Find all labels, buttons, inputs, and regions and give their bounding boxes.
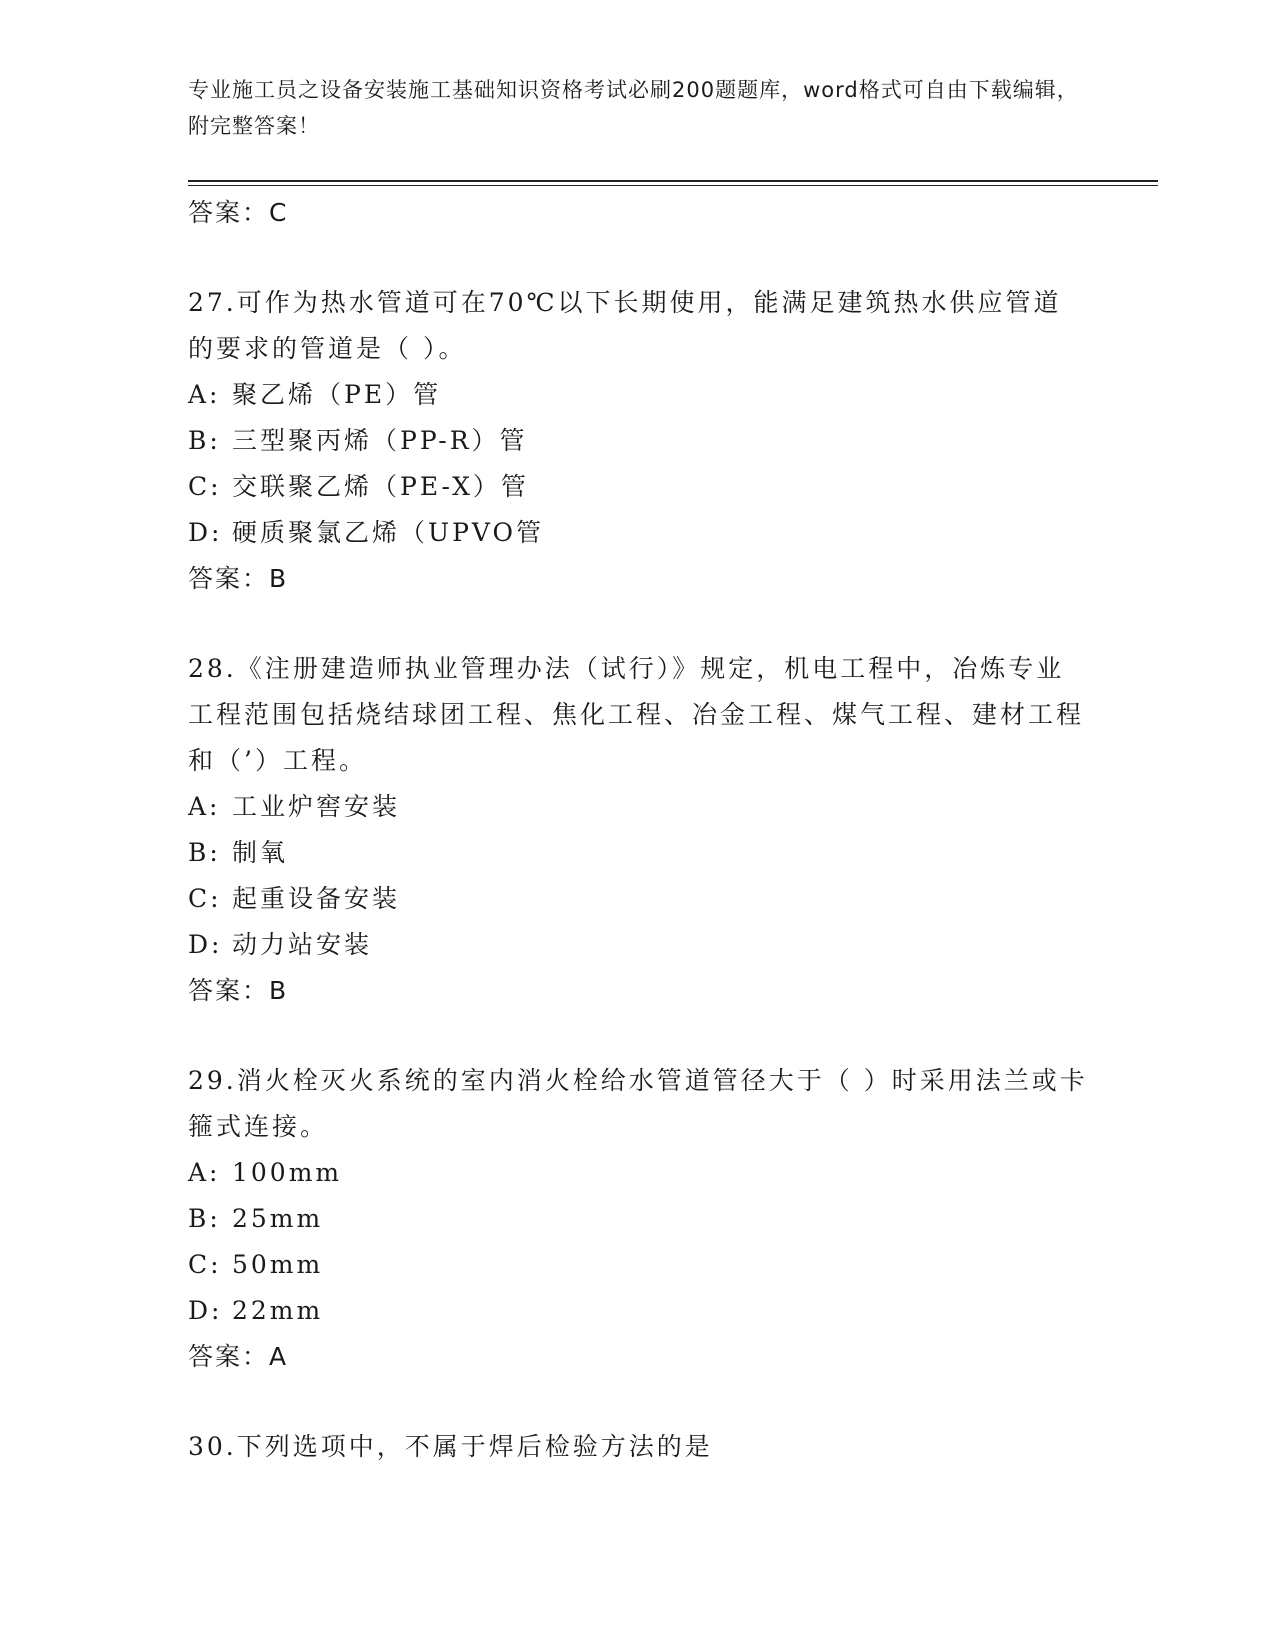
option-b (188, 418, 1088, 464)
option-b (188, 1196, 1088, 1242)
option-text: 50mm (232, 1250, 324, 1279)
option-label: D: (188, 1296, 223, 1325)
option-a (188, 372, 1088, 418)
question-stem: 30.下列选项中，不属于焊后检验方法的是 (188, 1432, 713, 1461)
option-label: D: (188, 518, 223, 547)
option-c (188, 876, 1088, 922)
question-block (188, 1058, 1088, 1380)
option-label: C: (188, 884, 222, 913)
option-label: B: (188, 426, 221, 455)
answer-line: 答案：B (188, 564, 289, 593)
answer-line: 答案：B (188, 976, 289, 1005)
header-rule-thick (188, 180, 1158, 182)
option-c (188, 1242, 1088, 1288)
question-stem: 27.可作为热水管道可在70℃以下长期使用，能满足建筑热水供应管道的要求的管道是（ ）。 (188, 288, 1062, 363)
option-label: A: (188, 792, 221, 821)
question-block (188, 646, 1088, 1014)
option-d (188, 510, 1088, 556)
option-text: 制氧 (232, 838, 289, 867)
document-body (188, 190, 1088, 1470)
option-text: 100mm (232, 1158, 343, 1187)
option-a (188, 784, 1088, 830)
question-block (188, 280, 1088, 602)
option-c (188, 464, 1088, 510)
option-d (188, 922, 1088, 968)
question-stem: 29.消火栓灭火系统的室内消火栓给水管道管径大于（ ）时采用法兰或卡箍式连接。 (188, 1066, 1088, 1141)
answer-line: 答案：A (188, 1342, 289, 1371)
option-a (188, 1150, 1088, 1196)
option-d (188, 1288, 1088, 1334)
option-label: C: (188, 472, 222, 501)
option-text: 工业炉窖安装 (232, 792, 401, 821)
option-b (188, 830, 1088, 876)
option-label: B: (188, 838, 221, 867)
option-text: 起重设备安装 (232, 884, 401, 913)
question-block (188, 1424, 1088, 1470)
option-text: 聚乙烯（PE）管 (232, 380, 442, 409)
option-label: D: (188, 930, 223, 959)
option-label: A: (188, 380, 221, 409)
question-stem: 28.《注册建造师执业管理办法（试行）》规定，机电工程中，冶炼专业工程范围包括烧结球团工程、焦化工程、冶金工程、煤气工程、建材工程和（’）工程。 (188, 654, 1085, 775)
option-text: 三型聚丙烯（PP-R）管 (232, 426, 528, 455)
document-header: 专业施工员之设备安装施工基础知识资格考试必刷200题题库，word格式可自由下载编辑，附完整答案！ (188, 78, 1079, 138)
option-text: 22mm (232, 1296, 324, 1325)
header-rule-thin (188, 185, 1158, 186)
option-label: A: (188, 1158, 221, 1187)
option-text: 动力站安装 (232, 930, 373, 959)
option-label: B: (188, 1204, 221, 1233)
option-text: 交联聚乙烯（PE-X）管 (232, 472, 529, 501)
option-text: 25mm (232, 1204, 324, 1233)
option-text: 硬质聚氯乙烯（UPVO管 (232, 518, 545, 547)
option-label: C: (188, 1250, 222, 1279)
answer-line: 答案：C (188, 198, 289, 227)
